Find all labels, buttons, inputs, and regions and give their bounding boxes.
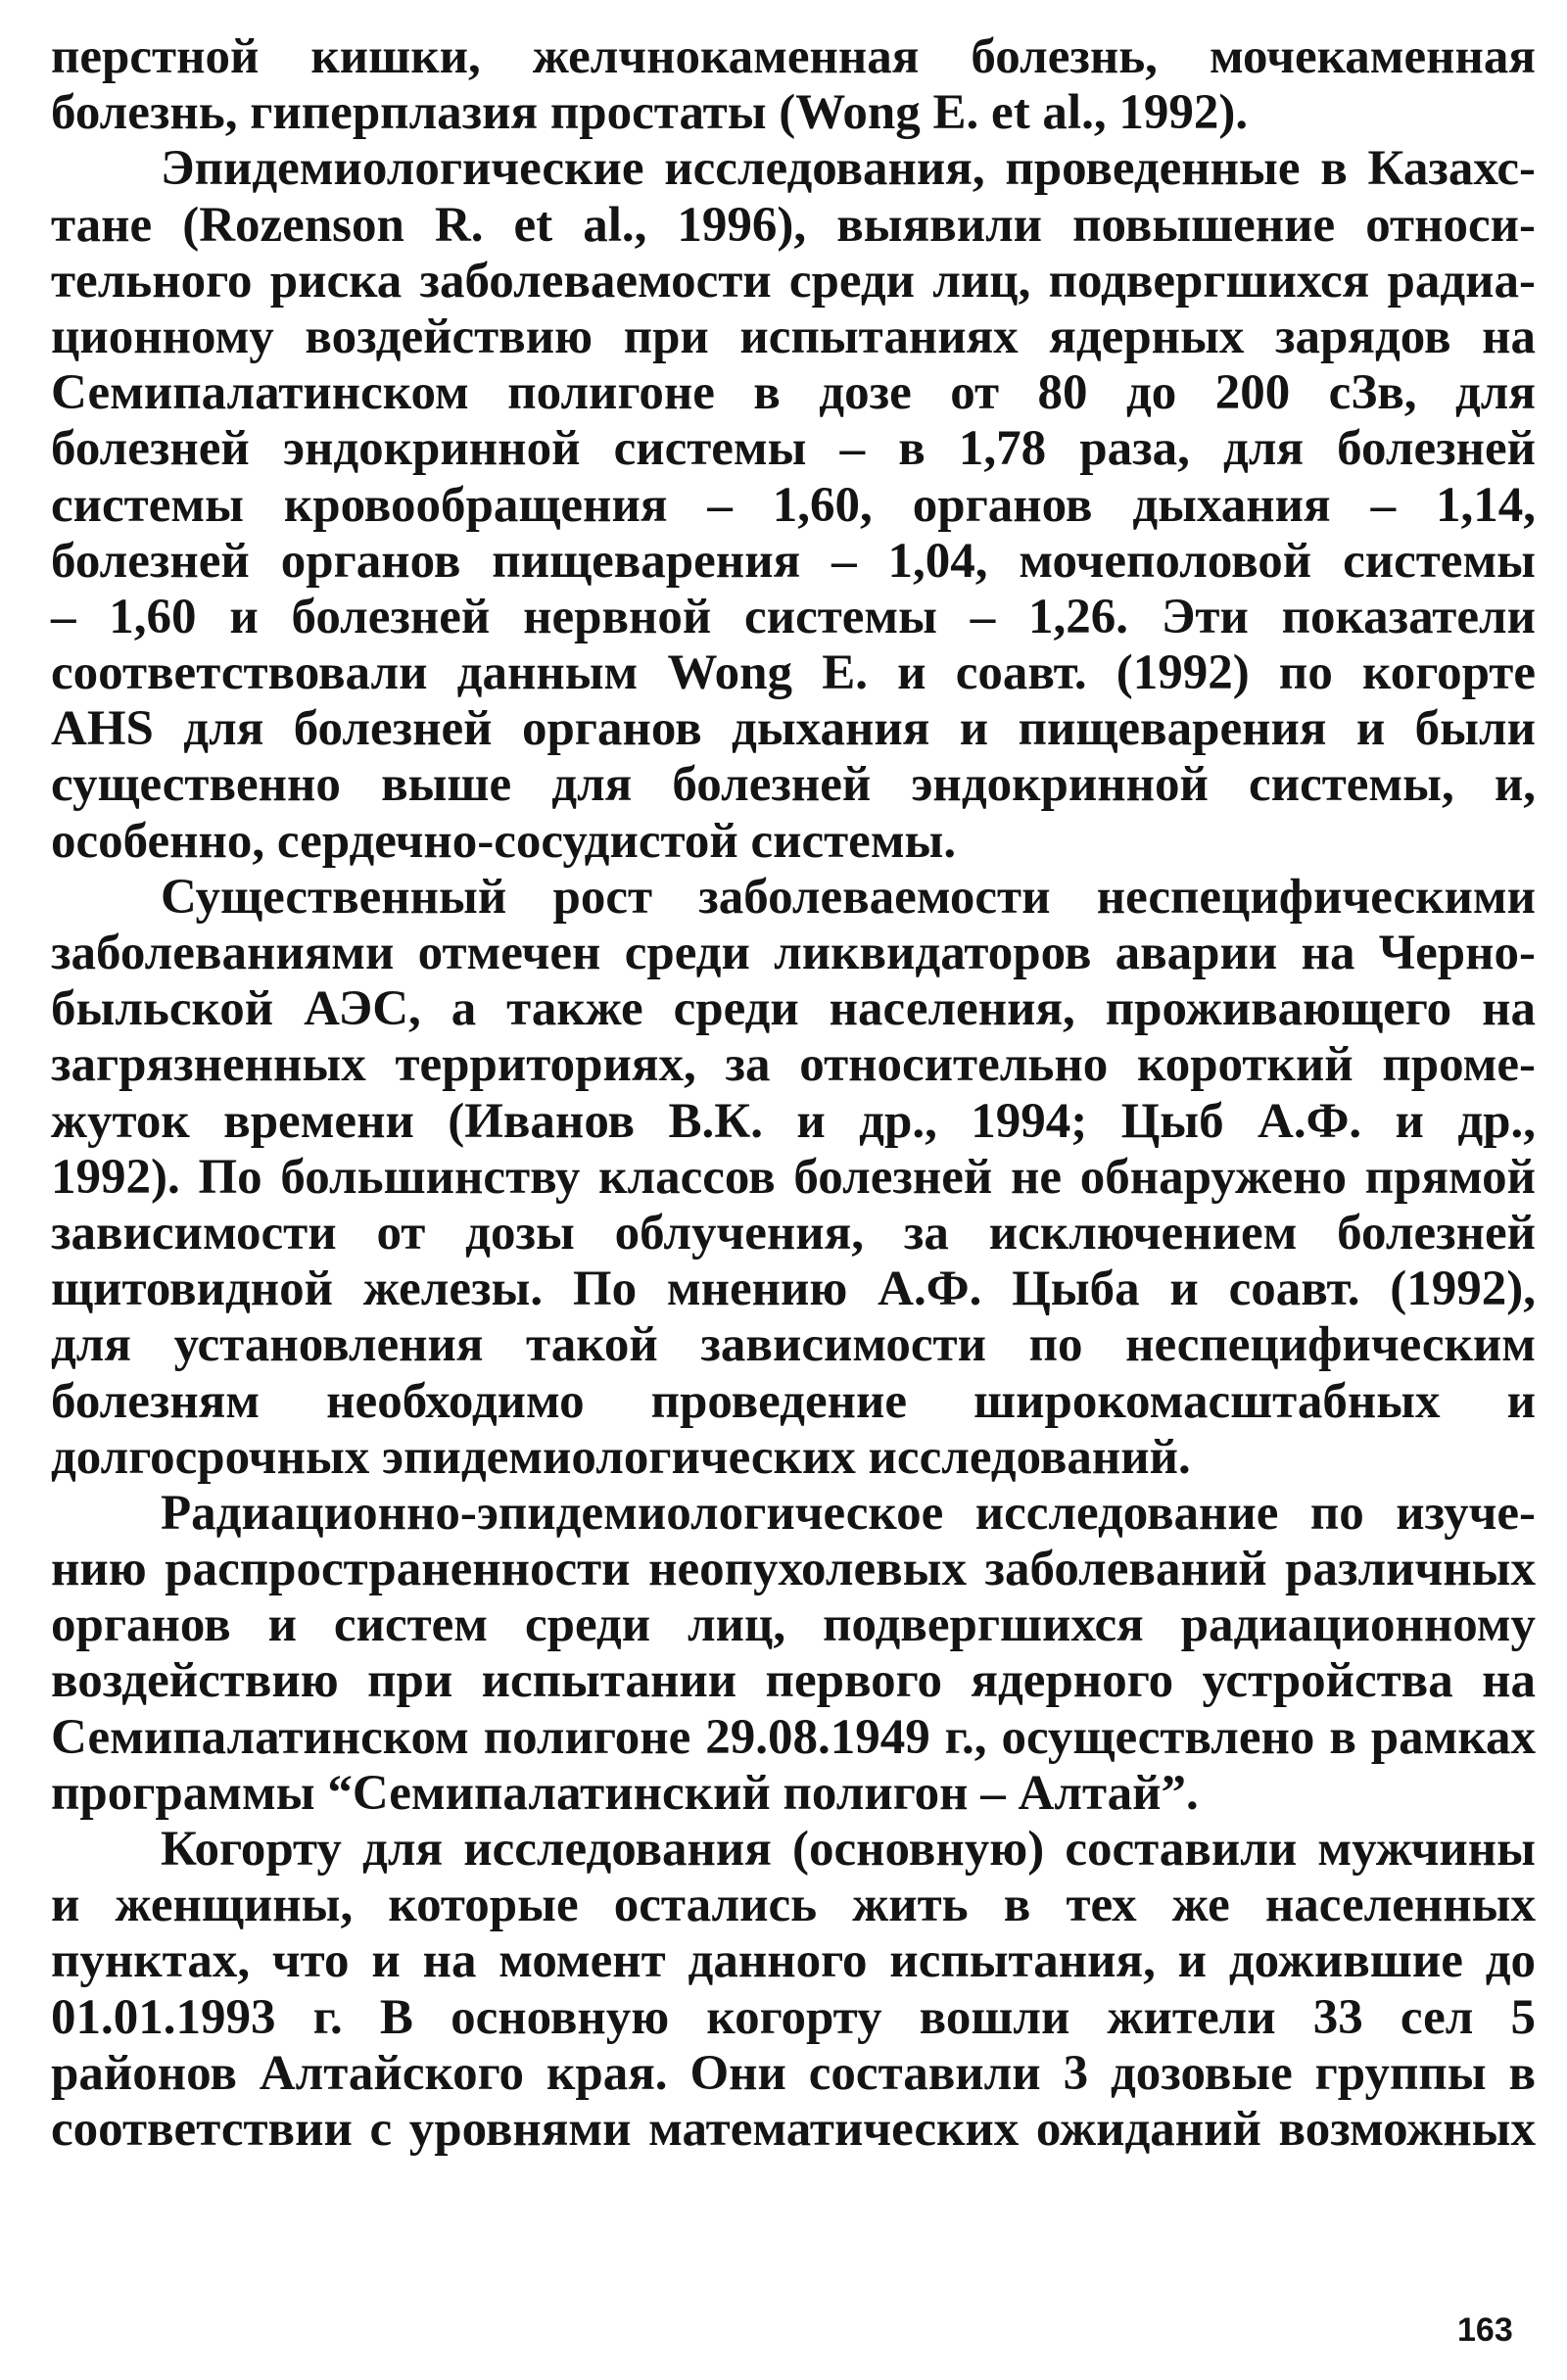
text-line: щитовидной железы. По мнению А.Ф. Цыба и соавт. (1992), [51, 1261, 1536, 1317]
text-line: перстной кишки, желчнокаменная болезнь, мочекаменная [51, 29, 1536, 84]
text-line: существенно выше для болезней эндокринной системы, и, [51, 757, 1536, 813]
paragraph-1 [51, 29, 1536, 141]
text-line: органов и систем среди лиц, подвергшихся радиационному [51, 1597, 1536, 1653]
text-line: для установления такой зависимости по неспецифическим [51, 1317, 1536, 1373]
text-line: системы кровообращения – 1,60, органов дыхания – 1,14, [51, 477, 1536, 533]
text-line: соответствии с уровнями математических ожиданий возможных [51, 2101, 1536, 2157]
text-line: жуток времени (Иванов В.К. и др., 1994; Цыб А.Ф. и др., [51, 1093, 1536, 1149]
text-line: долгосрочных эпидемиологических исследований. [51, 1429, 1191, 1485]
page-text [51, 29, 1536, 2158]
text-line: соответствовали данным Wong E. и соавт. (1992) по когорте [51, 645, 1536, 701]
paragraph-3 [51, 870, 1536, 1486]
text-line: 01.01.1993 г. В основную когорту вошли жители 33 сел 5 [51, 1989, 1536, 2045]
text-line: районов Алтайского края. Они составили 3 дозовые группы в [51, 2045, 1536, 2101]
text-line: заболеваниями отмечен среди ликвидаторов аварии на Черно- [51, 926, 1536, 980]
page-number: 163 [1457, 2311, 1513, 2349]
text-line: 1992). По большинству классов болезней не обнаружено прямой [51, 1149, 1536, 1205]
text-line: болезнь, гиперплазия простаты (Wong E. et al., 1992). [51, 85, 1249, 141]
text-line: – 1,60 и болезней нервной системы – 1,26. Эти показатели [51, 589, 1536, 644]
text-line: Семипалатинском полигоне 29.08.1949 г., осуществлено в рамках [51, 1709, 1536, 1765]
text-line: болезням необходимо проведение широкомасштабных и [51, 1373, 1536, 1429]
text-line: Радиационно-эпидемиологическое исследование по изуче- [161, 1485, 1536, 1541]
paragraph-2 [51, 141, 1536, 869]
paragraph-5 [51, 1822, 1536, 2158]
text-line: нию распространенности неопухолевых заболеваний различных [51, 1542, 1536, 1597]
text-line: AHS для болезней органов дыхания и пищеварения и были [51, 701, 1536, 757]
text-line: пунктах, что и на момент данного испытания, и дожившие до [51, 1933, 1536, 1989]
text-line: загрязненных территориях, за относительно короткий проме- [51, 1037, 1536, 1093]
text-line: тельного риска заболеваемости среди лиц, подвергшихся радиа- [51, 253, 1536, 309]
text-line: Когорту для исследования (основную) составили мужчины [161, 1822, 1536, 1877]
text-line: болезней органов пищеварения – 1,04, мочеполовой системы [51, 533, 1536, 589]
text-line: программы “Семипалатинский полигон – Алтай”. [51, 1765, 1199, 1821]
text-line: Существенный рост заболеваемости неспецифическими [161, 869, 1536, 925]
text-line: особенно, сердечно-сосудистой системы. [51, 813, 957, 869]
text-line: зависимости от дозы облучения, за исключением болезней [51, 1205, 1536, 1261]
text-line: и женщины, которые остались жить в тех же населенных [51, 1878, 1536, 1933]
text-line: быльской АЭС, а также среди населения, проживающего на [51, 981, 1536, 1037]
text-line: болезней эндокринной системы – в 1,78 раза, для болезней [51, 421, 1536, 477]
paragraph-4 [51, 1486, 1536, 1822]
text-line: тане (Rozenson R. et al., 1996), выявили повышение относи- [51, 197, 1536, 253]
text-line: Семипалатинском полигоне в дозе от 80 до 200 сЗв, для [51, 365, 1536, 421]
text-line: ционному воздействию при испытаниях ядерных зарядов на [51, 309, 1536, 364]
text-line: воздействию при испытании первого ядерного устройства на [51, 1653, 1536, 1709]
text-line: Эпидемиологические исследования, проведенные в Казахс- [161, 141, 1536, 197]
